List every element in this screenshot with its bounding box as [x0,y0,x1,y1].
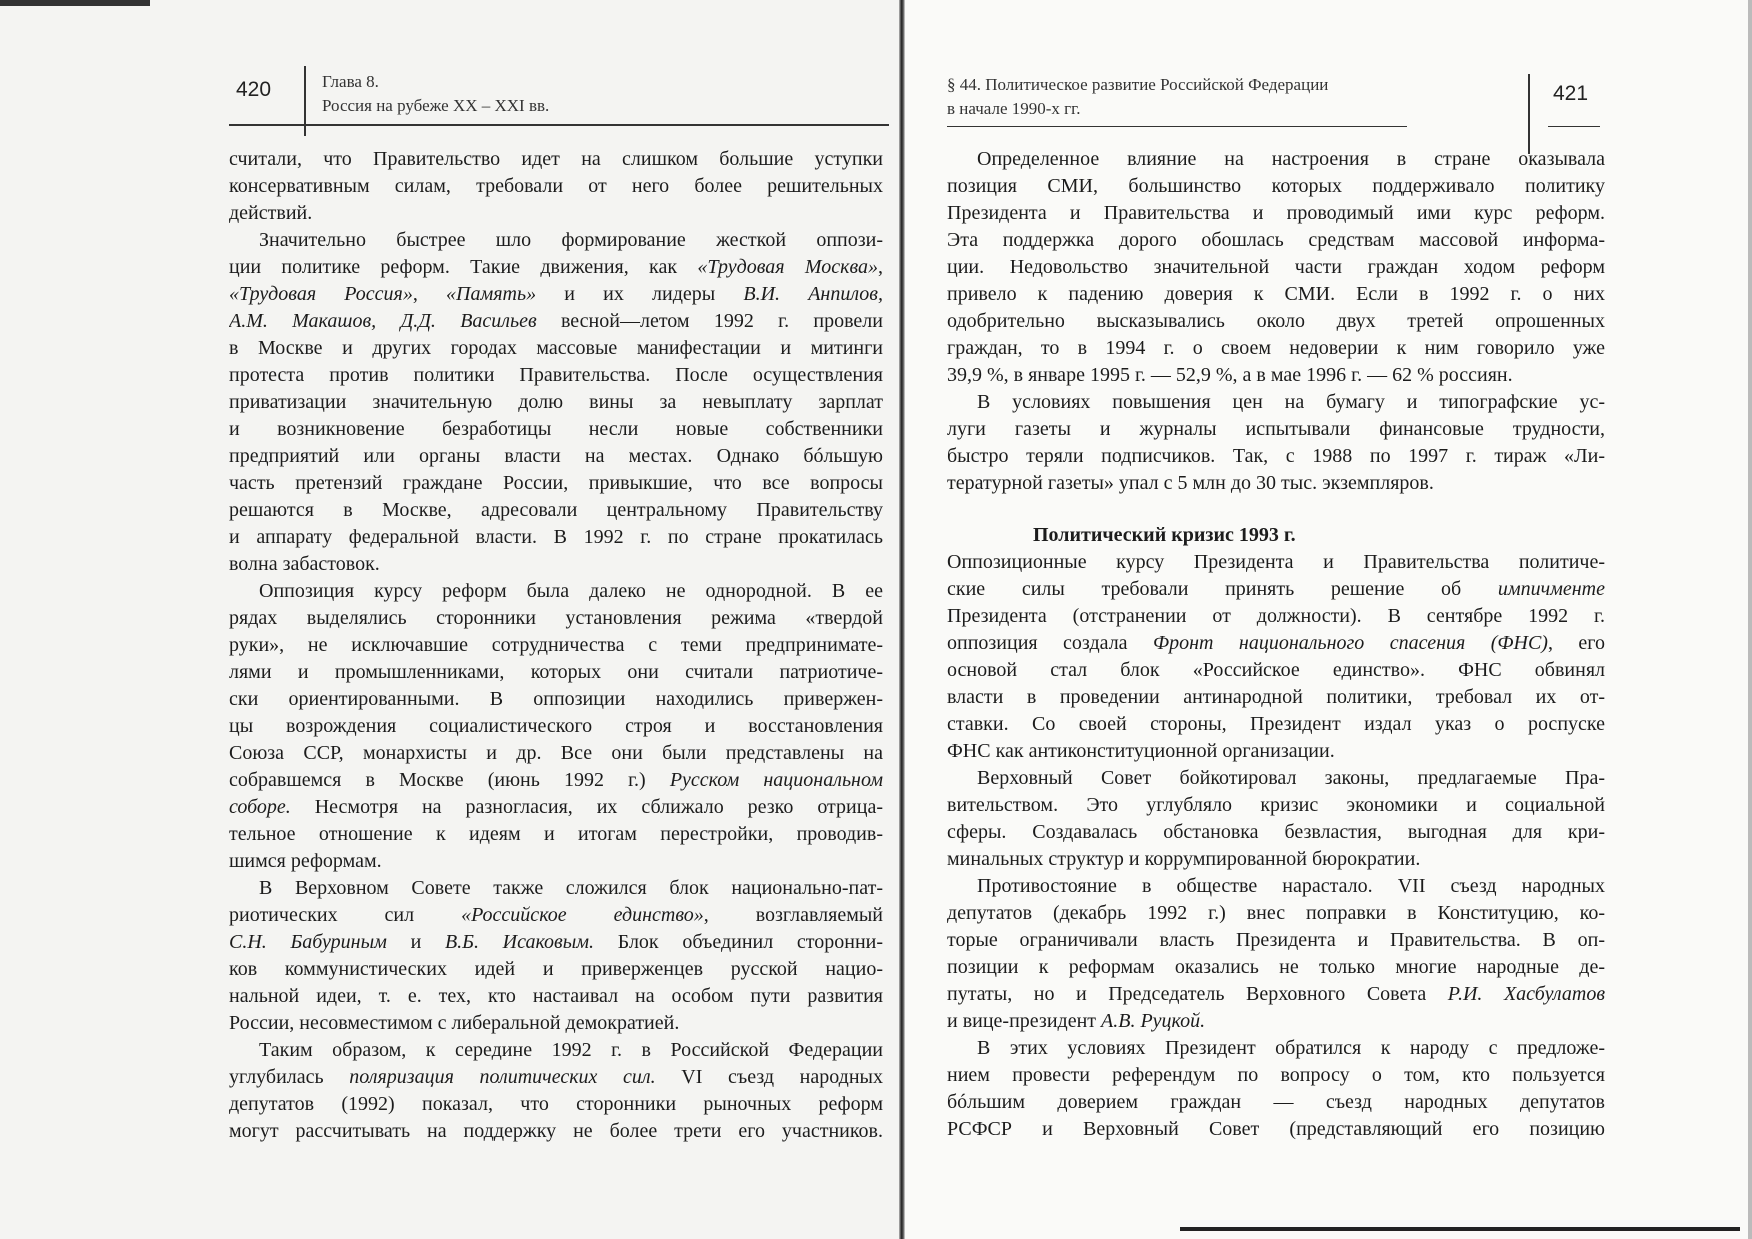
text-line [947,657,1605,684]
text-segment: торые ограничивали власть Президента и Правительства. В оп- [947,929,1605,951]
text-segment: путаты, но и Председатель Верховного Совета [947,983,1448,1005]
text-line [947,1089,1605,1116]
text-line [229,416,883,443]
text-segment: ски ориентированными. В оппозиции находились привержен- [229,688,883,710]
text-segment: и аппарату федеральной власти. В 1992 г. по стране прокатилась [229,526,883,548]
text-line [947,981,1605,1008]
text-line [947,819,1605,846]
text-segment: весной—летом 1992 г. провели [536,310,883,332]
text-segment: Верховный Совет бойкотировал законы, предлагаемые Пра- [977,767,1605,789]
text-line [229,686,883,713]
text-segment: шимся реформам. [229,850,382,872]
text-line [947,765,1605,792]
text-segment: ков коммунистических идей и приверженцев русской нацио- [229,958,883,980]
text-segment: бóльшим доверием граждан — съезд народных депутатов [947,1091,1605,1113]
text-line [229,173,883,200]
text-segment: риотических сил [229,904,462,926]
book-gutter [899,0,905,1239]
text-segment: тературной газеты» упал с 5 млн до 30 тыс. экземпляров. [947,472,1434,494]
text-segment: вительством. Это углубляло кризис экономики и социальной [947,794,1605,816]
italic-term: Р.И. Хасбулатов [1447,983,1605,1005]
chapter-title: Россия на рубеже XX – XXI вв. [322,96,550,115]
text-line [229,794,883,821]
text-segment: действий. [229,202,313,224]
text-line [947,227,1605,254]
text-segment: , его [1547,632,1605,654]
text-segment: Блок объединил сторонни- [594,931,883,953]
text-segment: нием провести референдум по вопросу о том, кто пользуется [947,1064,1605,1086]
text-line [229,875,883,902]
page-number-left: 420 [236,78,272,101]
text-line [229,821,883,848]
text-line [229,659,883,686]
running-head-right [947,73,1328,121]
text-line [947,1008,1605,1035]
text-line [229,929,883,956]
italic-term: «Трудовая Москва» [697,256,879,278]
text-segment: Союза ССР, монархисты и др. Все они были представлены на [229,742,883,764]
text-segment: решаются в Москве, адресовали центральному Правительству [229,499,883,521]
text-segment: ции. Недовольство значительной части граждан ходом реформ [947,256,1605,278]
text-segment: , возглавляемый [703,904,883,926]
text-line [947,443,1605,470]
page-number-right: 421 [1553,82,1589,105]
text-line [947,549,1605,576]
text-line [947,200,1605,227]
text-line [229,308,883,335]
text-line [229,767,883,794]
text-line [947,416,1605,443]
text-line [947,254,1605,281]
text-line [947,281,1605,308]
text-segment: могут рассчитывать на поддержку не более трети его участников. [229,1120,883,1142]
header-rule [947,126,1407,127]
text-segment: и вице-президент [947,1010,1102,1032]
italic-term: С.Н. Бабуриным [229,931,387,953]
text-line [947,630,1605,657]
text-line [229,1064,883,1091]
text-segment: тельное отношение к идеям и итогам перестройки, проводив- [229,823,883,845]
text-segment: , [878,256,883,278]
italic-term: В.И. Анпилов, [743,283,883,305]
text-segment: 39,9 %, в январе 1995 г. — 52,9 %, а в мае 1996 г. — 62 % россиян. [947,364,1513,386]
text-segment: , [412,283,447,305]
text-segment: Оппозиция курсу реформ была далеко не однородной. В ее [259,580,883,602]
text-segment: VI съезд народных [655,1066,883,1088]
text-segment: протеста против политики Правительства. После осуществления [229,364,883,386]
text-line [229,497,883,524]
text-line [229,551,883,578]
text-line [947,738,1605,765]
text-line [229,524,883,551]
text-segment: Президента и Правительства и проводимый ими курс реформ. [947,202,1605,224]
italic-term: соборе. [229,796,291,818]
text-segment: цы возрождения социалистического строя и восстановления [229,715,883,737]
text-line [947,873,1605,900]
right-page-body-top [947,146,1605,497]
italic-term: В.Б. Исаковым. [444,931,595,953]
text-line [229,200,883,227]
text-line [947,1116,1605,1143]
text-segment: Оппозиционные курсу Президента и Правительства политиче- [947,551,1605,573]
scan-edge-shadow [0,0,150,6]
section-title-line-1: § 44. Политическое развитие Российской Федерации [947,75,1329,94]
italic-term: Русском национальном [669,769,883,791]
right-page-body-bottom [947,549,1605,1143]
text-segment: В условиях повышения цен на бумагу и типографские ус- [977,391,1605,413]
text-segment: привело к падению доверия к СМИ. Если в 1992 г. о них [947,283,1605,305]
text-segment: ставки. Со своей стороны, Президент издал указ о роспуске [947,713,1605,735]
text-line [947,900,1605,927]
text-line [229,632,883,659]
text-line [229,713,883,740]
text-segment: предприятий или органы власти на местах. Однако бóльшую [229,445,883,467]
text-segment: и возникновение безработицы несли новые собственники [229,418,883,440]
italic-term: А.В. Руцкой. [1101,1010,1206,1032]
text-line [947,927,1605,954]
text-line [229,1010,883,1037]
text-line [229,605,883,632]
text-segment: В этих условиях Президент обратился к народу с предложе- [977,1037,1605,1059]
text-segment: Значительно быстрее шло формирование жесткой оппози- [259,229,883,251]
text-segment: консервативным силам, требовали от него более решительных [229,175,883,197]
text-segment: ские силы требовали принять решение об [947,578,1498,600]
text-line [229,335,883,362]
text-segment: и [386,931,445,953]
text-segment: Определенное влияние на настроения в стране оказывала [977,148,1605,170]
text-segment: Несмотря на разногласия, их сближало резко отрица- [290,796,883,818]
text-line [229,1037,883,1064]
text-line [229,740,883,767]
header-rule [1548,126,1600,127]
page-edge [1748,0,1752,1239]
text-line [229,848,883,875]
text-line [229,983,883,1010]
text-line [947,362,1605,389]
text-segment: руки», не исключавшие сотрудничества с теми предпринимате- [229,634,883,656]
text-line [947,603,1605,630]
text-segment: лями и промышленниками, которых они считали патриотиче- [229,661,883,683]
text-segment: считали, что Правительство идет на слишком большие уступки [229,148,883,170]
text-segment: Таким образом, к середине 1992 г. в Российской Федерации [259,1039,883,1061]
text-segment: волна забастовок. [229,553,380,575]
text-segment: минальных структур и коррумпированной бюрократии. [947,848,1421,870]
left-page-body [229,146,883,1145]
text-line [229,1118,883,1145]
text-line [229,902,883,929]
text-line [947,576,1605,603]
text-segment: рядах выделялись сторонники установления режима «твердой [229,607,883,629]
text-line [229,578,883,605]
text-line [947,954,1605,981]
text-line [947,846,1605,873]
header-rule [229,124,889,126]
text-segment: в Москве и других городах массовые манифестации и митинги [229,337,883,359]
text-segment: луги газеты и журналы испытывали финансовые трудности, [947,418,1605,440]
section-heading: Политический кризис 1993 г. [1033,524,1296,546]
text-segment: РСФСР и Верховный Совет (представляющий его позицию [947,1118,1605,1140]
text-line [229,1091,883,1118]
text-segment: В Верховном Совете также сложился блок национально-пат- [259,877,883,899]
text-line [229,227,883,254]
text-segment: депутатов (декабрь 1992 г.) внес поправки в Конституцию, ко- [947,902,1605,924]
text-segment: нальной идеи, т. е. тех, кто настаивал на особом пути развития [229,985,883,1007]
text-line [947,308,1605,335]
text-segment: приватизации значительную долю вины за невыплату зарплат [229,391,883,413]
text-segment: часть претензий граждане России, привыкшие, что все вопросы [229,472,883,494]
text-segment: позиции к реформам оказались не только многие народные де- [947,956,1605,978]
scan-edge-shadow-bottom [1180,1227,1740,1231]
text-line [947,711,1605,738]
text-line [229,470,883,497]
italic-term: А.М. Макашов, Д.Д. Васильев [229,310,537,332]
header-divider [1528,74,1530,154]
text-line [229,362,883,389]
italic-term: «Российское единство» [461,904,704,926]
running-head-left [322,70,549,118]
text-line [947,173,1605,200]
text-segment: ции политике реформ. Такие движения, как [229,256,698,278]
text-line [229,389,883,416]
text-segment: сферы. Создавалась обстановка безвластия, выгодная для кри- [947,821,1605,843]
italic-term: Фронт национального спасения (ФНС) [1153,632,1548,654]
text-segment: Противостояние в обществе нарастало. VII съезд народных [977,875,1605,897]
text-line [229,146,883,173]
text-line [229,956,883,983]
text-line [947,146,1605,173]
text-line [947,684,1605,711]
section-title-line-2: в начале 1990-х гг. [947,99,1081,118]
chapter-number: Глава 8. [322,72,379,91]
text-line [947,389,1605,416]
text-segment: быстро теряли подписчиков. Так, с 1988 по 1997 г. тираж «Ли- [947,445,1605,467]
text-segment: депутатов (1992) показал, что сторонники рыночных реформ [229,1093,883,1115]
text-segment: ФНС как антиконституционной организации. [947,740,1335,762]
italic-term: импичменте [1497,578,1605,600]
text-segment: Эта поддержка дорого обошлась средствам массовой информа- [947,229,1605,251]
text-segment: граждан, то в 1994 г. о своем недоверии к ним говорило уже [947,337,1605,359]
text-line [947,1035,1605,1062]
text-line [229,254,883,281]
text-segment: власти в проведении антинародной политики, требовал их от- [947,686,1605,708]
text-segment: углубилась [229,1066,350,1088]
text-segment: оппозиция создала [947,632,1154,654]
text-segment: и их лидеры [536,283,744,305]
text-segment: основой стал блок «Российское единство». ФНС обвинял [947,659,1605,681]
text-segment: позиция СМИ, большинство которых поддерживало политику [947,175,1605,197]
text-segment: одобрительно высказывались около двух третей опрошенных [947,310,1605,332]
text-segment: Президента (отстранении от должности). В сентябре 1992 г. [947,605,1605,627]
text-line [947,792,1605,819]
italic-term: поляризация политических сил. [349,1066,656,1088]
text-segment: России, несовместимом с либеральной демократией. [229,1012,680,1034]
italic-term: «Память» [446,283,537,305]
text-line [947,470,1605,497]
italic-term: «Трудовая Россия» [229,283,413,305]
text-segment: собравшемся в Москве (июнь 1992 г.) [229,769,670,791]
text-line [229,443,883,470]
text-line [947,335,1605,362]
text-line [947,1062,1605,1089]
text-line [229,281,883,308]
